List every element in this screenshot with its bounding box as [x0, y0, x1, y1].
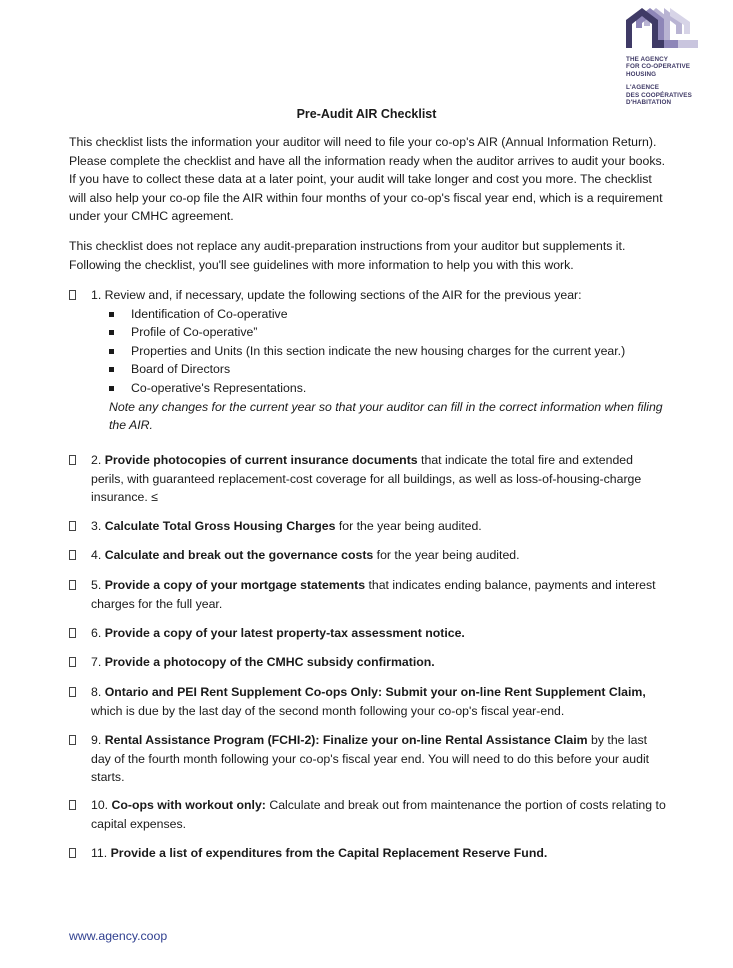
- checkbox[interactable]: [69, 290, 76, 300]
- intro-paragraph-2: This checklist does not replace any audit-preparation instructions from your auditor but supplements it. Following the checklist, you'll see guidelines with more information to help you with this work.: [69, 239, 626, 272]
- checklist-item-1: [69, 286, 669, 435]
- item-1-note: Note any changes for the current year so that your auditor can fill in the correct information when filing the AIR.: [109, 399, 663, 433]
- list-item: Board of Directors: [109, 360, 669, 379]
- checklist-item-8: 8. Ontario and PEI Rent Supplement Co-ops Only: Submit your on-line Rent Supplement Claim, which is due by the last day of the second month following your co-op's fiscal year-end.: [69, 683, 669, 720]
- list-item: Identification of Co-operative: [109, 305, 669, 324]
- page-title: Pre-Audit AIR Checklist: [296, 107, 437, 121]
- checkbox[interactable]: [69, 735, 76, 745]
- checklist-item-9: 9. Rental Assistance Program (FCHI-2): Finalize your on-line Rental Assistance Claim by the last day of the fourth month following your co-op's fiscal year end. You will need to do this before your audit starts.: [69, 731, 669, 787]
- checklist-item-11: 11. Provide a list of expenditures from the Capital Replacement Reserve Fund.: [69, 844, 669, 863]
- checkbox[interactable]: [69, 521, 76, 531]
- footer-website-link[interactable]: www.agency.coop: [69, 929, 168, 943]
- checkbox[interactable]: [69, 687, 76, 697]
- checklist-item-2: 2. Provide photocopies of current insurance documents that indicate the total fire and extended perils, with guaranteed replacement-cost coverage for all buildings, as well as loss-of-housing-charge insurance. ≤: [69, 451, 669, 507]
- checkbox[interactable]: [69, 580, 76, 590]
- section-list: [109, 305, 669, 398]
- checklist-item-6: 6. Provide a copy of your latest property-tax assessment notice.: [69, 624, 669, 643]
- intro-paragraph-1: This checklist lists the information your auditor will need to file your co-op's AIR (Annual Information Return). Please complete the checklist and have all the information ready when the auditor arrives to audit your books. If you have to collect these data at a later point, your audit will take longer and cost you more. The checklist will also help your co-op file the AIR within four months of your co-op's fiscal year end, which is a requirement under your CMHC agreement.: [69, 135, 666, 224]
- checklist-item-7: 7. Provide a photocopy of the CMHC subsidy confirmation.: [69, 653, 669, 672]
- agency-logo: [626, 4, 704, 106]
- checkbox[interactable]: [69, 550, 76, 560]
- checkbox[interactable]: [69, 455, 76, 465]
- logo-text-french: L'AGENCE DES COOPÉRATIVES D'HABITATION: [626, 84, 692, 107]
- checkbox[interactable]: [69, 800, 76, 810]
- checkbox[interactable]: [69, 628, 76, 638]
- checkbox[interactable]: [69, 657, 76, 667]
- checklist-item-3: 3. Calculate Total Gross Housing Charges for the year being audited.: [69, 517, 669, 536]
- logo-text-english: THE AGENCY FOR CO-OPERATIVE HOUSING: [626, 56, 691, 78]
- item-1-text: 1. Review and, if necessary, update the following sections of the AIR for the previous year:: [91, 288, 582, 302]
- checklist-item-10: 10. Co-ops with workout only: Calculate and break out from maintenance the portion of costs relating to capital expenses.: [69, 796, 669, 833]
- list-item: Properties and Units (In this section indicate the new housing charges for the current year.): [109, 342, 669, 361]
- checklist-item-4: 4. Calculate and break out the governance costs for the year being audited.: [69, 546, 669, 565]
- list-item: Co-operative's Representations.: [109, 379, 669, 398]
- list-item: Profile of Co-operative”: [109, 323, 669, 342]
- checkbox[interactable]: [69, 848, 76, 858]
- checklist-item-5: 5. Provide a copy of your mortgage statements that indicates ending balance, payments and interest charges for the full year.: [69, 576, 669, 613]
- house-logo-icon: [626, 4, 698, 50]
